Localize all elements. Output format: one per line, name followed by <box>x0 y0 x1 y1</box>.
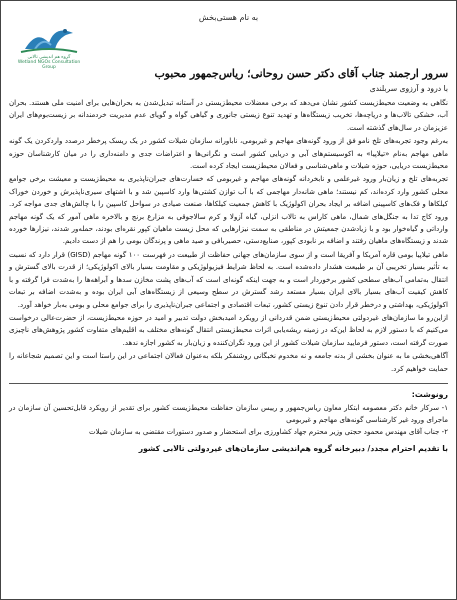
letter-title: سرور ارجمند جناب آقای دکتر حسن روحانی؛ ریاس‌جمهور محبوب <box>154 67 448 80</box>
cc-item-2: ۲- جناب آقای مهندس محمود حجتی وزیر محترم جهاد کشاورزی برای استحضار و صدور دستورات مقتضی به سازمان شیلات <box>88 426 448 436</box>
bird-logo-icon <box>15 19 83 55</box>
basmala-text: به نام هستی‌بخش <box>198 13 259 22</box>
cc-item-1: ۱- سرکار خانم دکتر معصومه ابتکار معاون ریاس‌جمهور و رییس سازمان حفاظت محیط‌زیست کشور برای تقدیر از رویکرد قابل‌تحسین آن سازمان در ماجرای ورود غیر کارشناسی گونه‌های مهاجم و غیربومی <box>9 402 448 424</box>
section-divider <box>9 383 448 384</box>
letter-paragraph-6: آگاهی‌بخشی ما به عنوان بخشی از بدنه جامعه و نه مخدوم نخبگانی روشنفکر بلکه به‌عنوان فعالان اجتماعی در این راستا است و این تصمیم شجاعانه را حمایت خواهیم کرد. <box>9 351 448 373</box>
organization-logo <box>15 19 83 70</box>
letter-greeting: با درود و آرزوی سربلندی <box>369 84 448 93</box>
letter-paragraph-4: ماهی تیلاپیا بومی قاره آمریکا و آفریقا است و از سوی سازمان‌های جهانی حفاظت از طبیعت در فهرست ۱۰۰ گونه مهاجم (GISD) قرار دارد که نسبت به تأثیر بسیار تخریبی آن بر طبیعت هشدار داده‌شده است. به لحاظ شرایط فیزیولوژیکی و مقاومت بسیار بالای اکولوژیکی؛ از قدرت بالای گسترش و انتقال به‌تمامی آب‌های سطحی کشور برخوردار است و به جهت اینکه گونه‌ای است که آب‌های پشت مخازن سدها و آبراهه‌ها را به‌شدت فرا گرفته و با کاهش کیفیت آب‌های بسیار بالای ایران بسیار مستعد رشد گسترش در سطح وسیعی از زیستگاه‌های آبی ایران بوده و به‌شدت اضافه بر تبعات اکولوژیکی، بهداشتی و درخطر قرار دادن تنوع زیستی کشور، تبعات اقتصادی و اجتماعی جبران‌ناپذیری را برای جوامع محلی و بومی به‌بار خواهد آورد. <box>9 249 449 309</box>
logo-caption: گروه هم اندیشی تالابی Wetland NGOs Consultation Group <box>17 55 81 70</box>
letter-paragraph-2: به‌رغم وجود تجربه‌های تلخ نامو فق از ورود گونه‌های مهاجم و غیربومی، ناباورانه سازمان شیلات کشور در یک ریسک پرخطر درصدد واردکردن یک گونه ماهی مهاجم به‌نام «تیلاپیا» به اکوسیستم‌های آبی و دریایی کشور است و نگرانی‌ها و اعتراضات جدی و دامنه‌داری را در میان کارشناسان حوزه محیط‌زیست دریایی، حوزه شیلات و ماهی‌شناسی و فعالان محیط‌زیست ایجاد کرده است. <box>9 136 448 171</box>
letter-signature: با تقدیم احترام مجدد/ دبیرخانه گروه هم‌اندیشی سازمان‌های غیردولتی تالابی کشور <box>138 443 448 453</box>
letter-header <box>9 7 448 70</box>
letter-paragraph-3: تجربه‌های تلخ و زیان‌بار ورود غیرعلمی و نابخردانه گونه‌های مهاجم و غیربومی که خسارت‌های جبران‌ناپذیری به محیط‌زیست و معیشت برخی جوامع محلی کشور وارد کرده‌اند، کم نیستند؛ ماهی شانه‌دار مهاجمی که با آب توازن کشتی‌ها وارد کاسپین شد و با اشتهای سیری‌ناپذیرش و خوردن خوراک کیلکاها و فک‌های کاسپینی اضافه بر ایجاد بحران اکولوژیک با کاهش جمعیت کیلکاها، صنعت صیادی در سواحل کاسپین را با چالش‌های جدی مواجه کرد. ورود کاج تدا به جنگل‌های شمال، ماهی کاراس به تالاب انزلی، گیاه آزولا و کرم سالاجوقی به مزارع برنج و بالاخره ماهی آمور که یک گونه مهاجم وارداتی و گیاه‌خوار بود و با زیادشدن جمعیتش در مناطقی به سمت نیزارهایی که محل زیست ماهیان کپور نقره‌ای بودند، حمله‌ور شدند، نیزارها خورده شدند و زیستگاه‌های ماهیان رفتند و اضافه بر نابودی کپور، صنایع‌دستی، حصیربافی و صید ماهی و پرندگان بومی را هم از دست دادیم. <box>9 174 448 246</box>
cc-title: رونوشت: <box>411 389 448 399</box>
letter-paragraph-5: ازاین‌رو ما سازمان‌های غیردولتی محیط‌زیستی ضمن قدردانی از رویکرد امیدبخش دولت تدبیر و امید در حوزه محیط‌زیست، از حضرت‌عالی درخواست می‌کنیم که با دستور لازم به لحاظ این‌که در زمینه ریشه‌یابی اثرات محیط‌زیستی انتقال گونه‌های مختلف به اقلیم‌های متفاوت کشور پژوهش‌های ناچیزی صورت گرفته است، دستور فرمایید سازمان شیلات کشور از این ورود نگران‌کننده و زیان‌بار به کشور اجازه ندهد. <box>9 312 448 347</box>
letter-paragraph-1: نگاهی به وضعیت محیط‌زیست کشور نشان می‌دهد که برخی معضلات محیط‌زیستی در آستانه تبدیل‌شدن به بحران‌هایی برای امنیت ملی هستند. بحران آب، خشکی تالاب‌ها و دریاچه‌ها، تخریب زیستگاه‌ها و تهدید تنوع زیستی جانوری و گیاهی گواه و گویای عدم مدیریت خردمندانه بر زیست‌بوم‌های ایران عزیزمان در سال‌های گذشته است. <box>9 98 448 132</box>
